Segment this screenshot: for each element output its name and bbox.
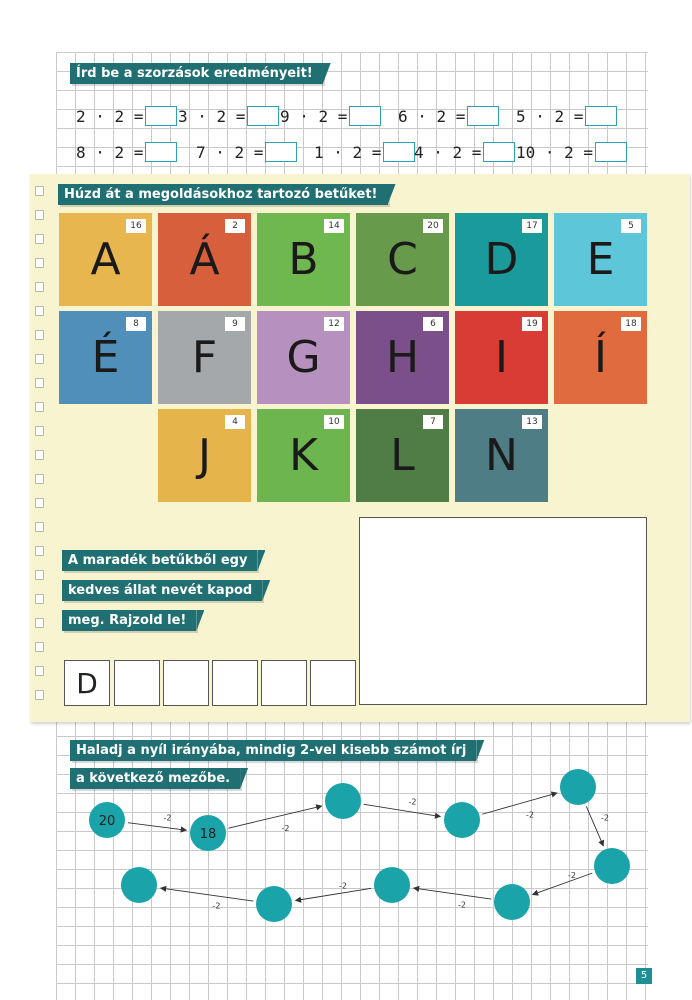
prompt-line-1: A maradék betűkből egy — [62, 550, 257, 571]
tile-letter: B — [288, 234, 319, 285]
equation-text: 9 · 2 = — [280, 106, 348, 126]
tile-letter: É — [91, 332, 120, 383]
step-label: -2 — [458, 900, 466, 910]
letter-answer-box[interactable]: D — [64, 660, 110, 706]
chain-value: 18 — [199, 827, 217, 842]
equation-text: 4 · 2 = — [414, 142, 482, 162]
chain-arrow — [296, 888, 372, 900]
section2-title: Húzd át a megoldásokhoz tartozó betűket! — [58, 184, 388, 205]
section3-title-line-2: a következő mezőbe. — [70, 768, 240, 789]
equation-text: 8 · 2 = — [76, 142, 144, 162]
tile-letter: K — [289, 430, 318, 481]
tile-letter: A — [90, 234, 121, 285]
equation-text: 1 · 2 = — [314, 142, 382, 162]
chain-circle[interactable] — [374, 867, 410, 903]
chain-circle[interactable] — [444, 802, 480, 838]
tile-number: 6 — [423, 317, 443, 331]
chain-circle[interactable] — [325, 783, 361, 819]
tile-number: 4 — [225, 415, 245, 429]
chain-arrow — [364, 804, 441, 816]
tile-number: 14 — [324, 219, 344, 233]
tile-letter: N — [485, 430, 518, 481]
chain-arrow — [482, 793, 557, 814]
tile-number: 13 — [522, 415, 542, 429]
step-label: -2 — [339, 881, 347, 891]
equation-text: 6 · 2 = — [398, 106, 466, 126]
tile-number: 12 — [324, 317, 344, 331]
chain-circle[interactable] — [121, 867, 157, 903]
tile-number: 20 — [423, 219, 443, 233]
chain-circle[interactable] — [560, 769, 596, 805]
tile-number: 16 — [126, 219, 146, 233]
section1-title: Írd be a szorzások eredményeit! — [70, 63, 323, 84]
tile-letter: H — [385, 332, 420, 383]
chain-circle[interactable] — [494, 884, 530, 920]
chain-circle[interactable] — [594, 848, 630, 884]
chain-arrow — [228, 806, 321, 828]
chain-arrow — [414, 888, 491, 899]
tile-number: 18 — [621, 317, 641, 331]
prompt-line-2: kedves állat nevét kapod — [62, 580, 262, 601]
tile-number: 19 — [522, 317, 542, 331]
step-label: -2 — [163, 813, 172, 823]
tile-letter: I — [495, 332, 508, 383]
step-label: -2 — [212, 901, 221, 911]
tile-number: 2 — [225, 219, 245, 233]
chain-value: 20 — [98, 814, 116, 829]
step-label: -2 — [568, 871, 576, 880]
section3-title-line-1: Haladj a nyíl irányába, mindig 2-vel kisebb számot írj — [70, 740, 476, 761]
step-label: -2 — [281, 824, 290, 833]
tile-letter: Í — [594, 332, 607, 383]
tile-letter: D — [484, 234, 519, 285]
step-label: -2 — [526, 810, 534, 820]
step-label: -2 — [408, 797, 417, 807]
tile-number: 17 — [522, 219, 542, 233]
equation-text: 10 · 2 = — [516, 142, 594, 162]
tile-letter: L — [390, 430, 415, 481]
equation-text: 3 · 2 = — [178, 106, 246, 126]
tile-letter: F — [191, 332, 218, 383]
step-label: -2 — [601, 813, 609, 823]
tile-letter: C — [387, 234, 418, 285]
page-number: 5 — [636, 968, 652, 984]
tile-letter: J — [198, 430, 211, 481]
tile-letter: Á — [189, 234, 220, 285]
chain-arrow — [128, 823, 186, 831]
tile-number: 5 — [621, 219, 641, 233]
chain-arrow — [533, 873, 593, 894]
chain-arrow — [586, 806, 603, 846]
tile-number: 10 — [324, 415, 344, 429]
equation-text: 7 · 2 = — [196, 142, 264, 162]
equation-text: 5 · 2 = — [516, 106, 584, 126]
chain-arrow — [161, 888, 253, 901]
tile-number: 7 — [423, 415, 443, 429]
tile-number: 9 — [225, 317, 245, 331]
tile-letter: G — [286, 332, 321, 383]
tile-letter: E — [586, 234, 615, 285]
equation-text: 2 · 2 = — [76, 106, 144, 126]
chain-circle[interactable] — [256, 886, 292, 922]
prompt-line-3: meg. Rajzold le! — [62, 610, 196, 631]
tile-number: 8 — [126, 317, 146, 331]
